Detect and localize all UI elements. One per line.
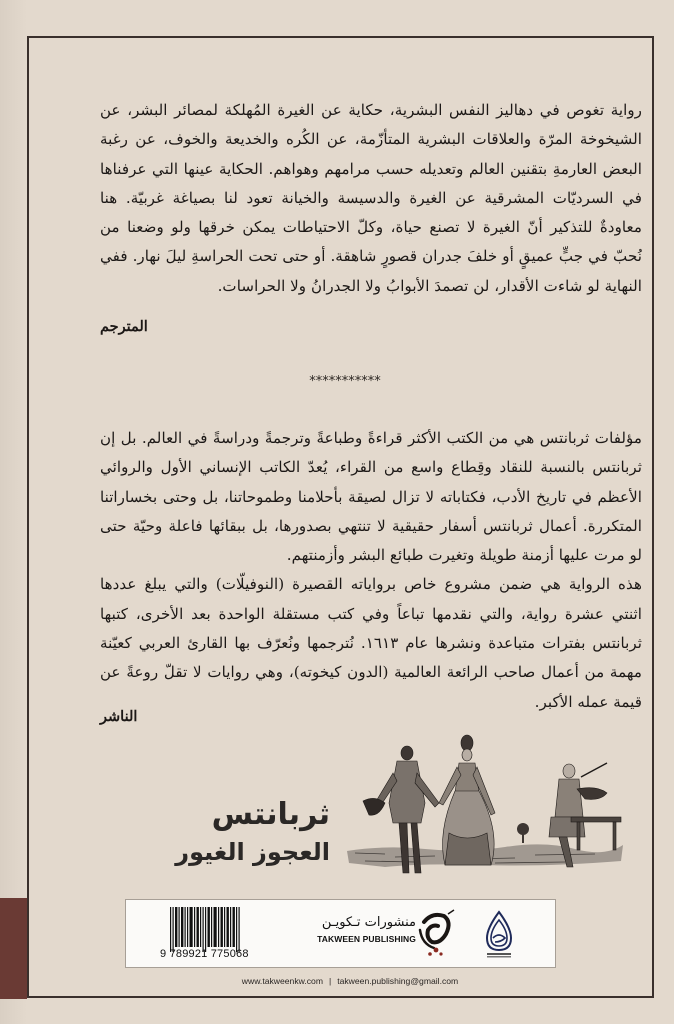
email-link[interactable]: takween.publishing@gmail.com <box>337 976 459 986</box>
publisher-blurb-paragraph-1: مؤلفات ثربانتس هي من الكتب الأكثر قراءةً وطباعةً وترجمةً ودراسةً في العالم. بل إن ثربانتس بالنسبة للنقاد وقِطاع واسع من القراء، يُعدّ الكاتب الإنساني الأول والروائي الأعظم في تاريخ الأدب، فكتاباته لا تزال لصيقة بأحلامنا وطموحاتنا، بل وحتى بخساراتنا المتكررة. أعمال ثربانتس أسفار حقيقية لا تنتهي بصدورها، بل ببقائها فاعلة وحيّة حتى لو مرت عليها أزمنة طويلة وتغيرت طبائع البشر وأزمنتهم. <box>100 429 642 565</box>
footer-separator: | <box>328 976 332 986</box>
secondary-publisher-logo-icon <box>481 910 517 960</box>
section-separator: *********** <box>309 374 381 389</box>
publisher-signature: الناشر <box>100 708 138 725</box>
isbn-digits: 9 789921 775068 <box>160 948 249 960</box>
publisher-name-english: TAKWEEN PUBLISHING <box>317 934 416 944</box>
spine-shade <box>0 0 27 1024</box>
book-title-block <box>175 795 330 869</box>
publisher-contact-footer <box>200 976 500 986</box>
author-name: ثربانتس <box>211 797 330 832</box>
publisher-blurb-paragraph-2: هذه الرواية هي ضمن مشروع خاص برواياته القصيرة (النوفيلّات) والتي يبلغ عددها اثنتي عشرة رواية، والتي نقدمها تباعاً وفي كتب مستقلة الواحدة بعد الأخرى، كتبها ثربانتس بفترات متباعدة ونشرها عام ١٦١٣. نُترجمها ونُعرّف بها القارئ العربي كعيّنة مهمة من أعمال صاحب الرائعة العالمية (الدون كيخوته)، وهي روايات لا تقلّ روعةً عن قيمة عمله الأكبر. <box>100 575 642 711</box>
publisher-name <box>306 914 416 946</box>
publisher-blurb <box>100 424 642 717</box>
takween-logo-icon <box>416 908 456 958</box>
engraving-illustration-icon <box>345 733 625 883</box>
translator-blurb <box>100 96 642 301</box>
translator-blurb-text: رواية تغوص في دهاليز النفس البشرية، حكاية عن الغيرة المُهلكة لمصائر البشر، عن الشيخوخة المرّة والعلاقات البشرية المتأزّمة، عن الكُره والخديعة والخوف، عن رغبة البعض العارمةِ بتقنين العالم وتعديله حسب مرامهم وهواهم. الحكاية عينها التي عرفناها في السرديّات المشرقية عن الغيرة والدسيسة والخيانة تعود لنا بصياغة غربيّة. هنا معاودةٌ للتذكير أنّ الغيرة لا تصنع حياة، وكلّ الاحتياطات يمكن خرقها ولو وضعنا من نُحبّ في جبٍّ عميقٍ أو خلفَ جدران قصورٍ شاهقة. أو حتى تحت الحراسةِ ليلَ نهار. ففي النهاية لو شاءت الأقدار، لن تصمدَ الأبوابُ ولا الجدرانُ ولا الحراسات. <box>100 101 642 295</box>
maroon-accent-strip <box>0 898 27 999</box>
website-link[interactable]: www.takweenkw.com <box>241 976 323 986</box>
isbn-strip <box>125 899 556 968</box>
publisher-name-arabic: منشورات تـكويـن <box>321 915 416 930</box>
barcode-icon <box>170 907 240 952</box>
book-title: العجوز الغيور <box>175 838 330 866</box>
translator-signature: المترجم <box>100 318 148 335</box>
